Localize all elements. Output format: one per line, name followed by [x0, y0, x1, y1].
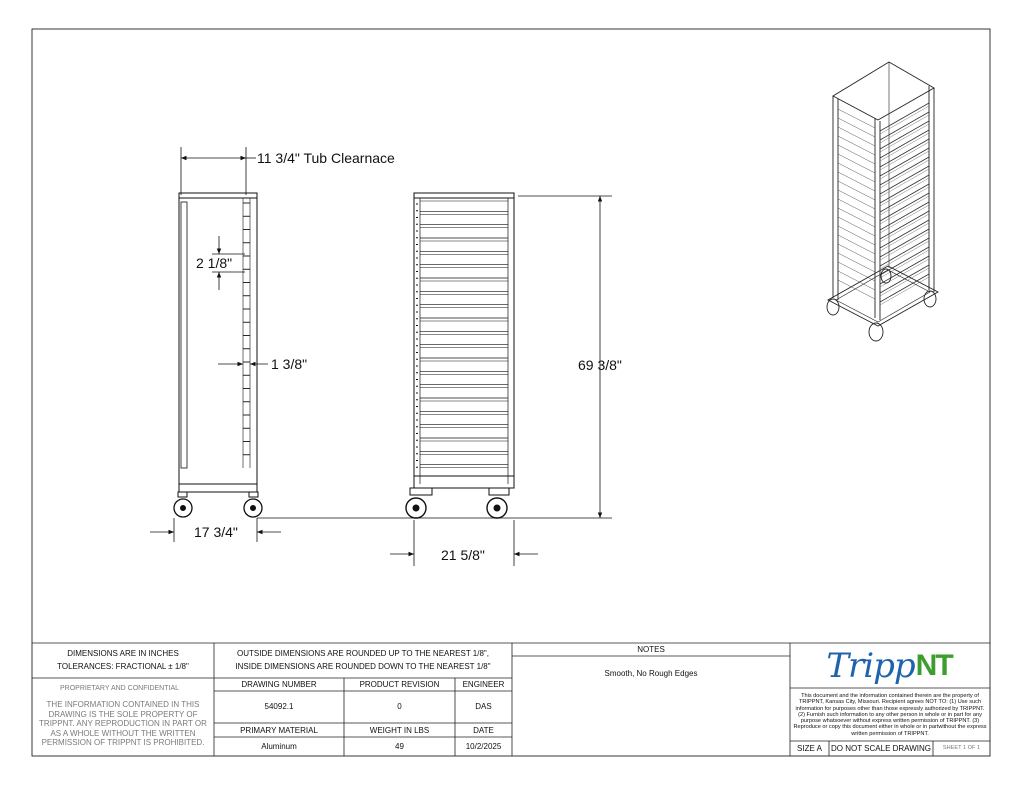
front-view-base-frame	[414, 476, 514, 488]
iso-rail	[880, 241, 929, 269]
iso-rail	[880, 229, 929, 257]
iso-rail	[838, 226, 875, 245]
side-view-caster-hub	[181, 506, 186, 511]
tb-drawing-number-label: DRAWING NUMBER	[241, 680, 317, 690]
iso-rail	[880, 130, 929, 158]
iso-top-frame	[833, 62, 934, 120]
iso-rail	[880, 223, 929, 251]
front-view	[406, 193, 514, 518]
tb-primary-material: Aluminum	[261, 741, 297, 751]
iso-caster-wheel	[869, 323, 883, 341]
iso-rail	[880, 112, 929, 140]
tb-product-revision-label: PRODUCT REVISION	[359, 680, 440, 690]
side-view-panel	[181, 202, 187, 468]
iso-rail	[880, 142, 929, 170]
iso-rail	[838, 253, 875, 272]
iso-rail	[838, 217, 875, 236]
iso-rail	[838, 244, 875, 263]
tb-do-not-scale: DO NOT SCALE DRAWING	[830, 743, 931, 753]
iso-rail	[838, 235, 875, 254]
iso-rail	[880, 133, 929, 161]
iso-rail	[880, 238, 929, 266]
tb-size: SIZE A	[797, 743, 822, 753]
isometric-view	[827, 62, 938, 341]
iso-rail	[880, 139, 929, 167]
iso-rail	[838, 280, 875, 299]
iso-rail	[838, 145, 875, 164]
tb-date-label: DATE	[473, 725, 494, 735]
iso-rail	[880, 103, 929, 131]
front-view-caster-hub	[413, 505, 419, 511]
tb-engineer: DAS	[475, 702, 492, 712]
iso-rail	[880, 184, 929, 212]
iso-rail	[880, 274, 929, 302]
callout-height: 69 3/8"	[578, 357, 622, 374]
iso-rail	[838, 190, 875, 209]
tb-proprietary-text: THE INFORMATION CONTAINED IN THIS DRAWING IS THE SOLE PROPERTY OF TRIPPNT. ANY REPRODUCTION IN PART OR AS A WHOLE WITHOUT THE WRITTEN PERMISSION OF TRIPPNT IS PROHIBITED.	[39, 700, 207, 748]
iso-rail	[838, 208, 875, 227]
iso-rail	[880, 169, 929, 197]
iso-rail	[880, 232, 929, 260]
callout-width: 21 5/8"	[441, 547, 485, 564]
trippnt-logo	[790, 644, 988, 688]
iso-rails	[838, 103, 929, 305]
iso-rail	[880, 178, 929, 206]
tb-outside-rounding: OUTSIDE DIMENSIONS ARE ROUNDED UP TO THE NEAREST 1/8",	[237, 648, 489, 658]
iso-rail	[838, 154, 875, 173]
iso-rail	[880, 214, 929, 242]
iso-base-frame-inner	[836, 270, 930, 322]
iso-rail	[838, 109, 875, 128]
iso-rail	[880, 148, 929, 176]
iso-rail	[880, 250, 929, 278]
iso-rail	[880, 211, 929, 239]
front-view-top-cap	[414, 193, 514, 198]
iso-rail	[880, 121, 929, 149]
iso-rail	[880, 247, 929, 275]
iso-rail	[880, 256, 929, 284]
iso-rail	[838, 163, 875, 182]
front-view-caster-hub	[494, 505, 500, 511]
callout-tub-clearance: 11 3/4" Tub Clearnace	[257, 149, 395, 166]
tb-disclaimer: This document and the information contained therein are the property of TRIPPNT, Kansas City, Missouri. Recipient agrees NOT TO: (1) Use such information for purposes other than those expressly authorized by TRIPPNT. (2) Furnish such information to any other person in whole or in part for any purpose whatsoever without express written permission of TRIPPNT. (3) Reproduce or copy this document either in whole or in partwithout the express written permission of TRIPPNT.	[793, 693, 987, 737]
iso-rail	[880, 160, 929, 188]
tb-proprietary-title: PROPRIETARY AND CONFIDENTIAL	[60, 684, 180, 692]
iso-rail	[880, 187, 929, 215]
iso-rail	[838, 199, 875, 218]
iso-rail	[880, 124, 929, 152]
iso-rail	[880, 205, 929, 233]
logo-script-text: Tripp	[826, 646, 915, 686]
front-view-rails	[420, 198, 508, 468]
callout-slide-spacing: 2 1/8"	[196, 255, 233, 272]
iso-rail	[838, 118, 875, 137]
tb-notes-header: NOTES	[637, 645, 665, 655]
tb-tolerances: TOLERANCES: FRACTIONAL ± 1/8"	[57, 661, 189, 671]
iso-rail	[838, 181, 875, 200]
iso-rail	[838, 172, 875, 191]
iso-rail	[880, 193, 929, 221]
tb-weight-label: WEIGHT IN LBS	[369, 725, 430, 735]
iso-caster-wheel	[827, 299, 839, 315]
iso-rail	[880, 115, 929, 143]
iso-rail	[880, 202, 929, 230]
front-view-brake-caster-bracket	[410, 488, 432, 495]
iso-rail	[880, 106, 929, 134]
logo-nt-text: NT	[915, 649, 952, 682]
front-view-post-holes	[416, 204, 418, 467]
tb-weight: 49	[395, 741, 404, 751]
iso-base-frame	[828, 266, 938, 326]
tb-inside-rounding: INSIDE DIMENSIONS ARE ROUNDED DOWN TO THE NEAREST 1/8"	[235, 661, 491, 671]
side-view-rails	[243, 203, 250, 455]
side-view-caster-bracket	[249, 492, 258, 497]
side-view	[174, 193, 262, 517]
callout-depth: 17 3/4"	[194, 524, 238, 541]
iso-rail	[880, 166, 929, 194]
tb-engineer-label: ENGINEER	[462, 680, 505, 690]
iso-rail	[838, 136, 875, 155]
iso-rail	[880, 175, 929, 203]
iso-rail	[880, 220, 929, 248]
side-view-caster-hub	[251, 506, 256, 511]
callout-ledge-depth: 1 3/8"	[271, 356, 308, 373]
tb-product-revision: 0	[397, 702, 402, 712]
tb-primary-material-label: PRIMARY MATERIAL	[240, 725, 318, 735]
iso-rail	[838, 127, 875, 146]
tb-dimensions-in-inches: DIMENSIONS ARE IN INCHES	[67, 648, 179, 658]
tb-date: 10/2/2025	[465, 741, 502, 751]
tb-notes-text: Smooth, No Rough Edges	[604, 669, 698, 679]
iso-rail	[880, 268, 929, 296]
side-view-base-frame	[179, 484, 257, 492]
side-view-top-cap	[179, 193, 257, 198]
iso-rail	[880, 196, 929, 224]
front-view-caster-bracket	[489, 488, 509, 495]
iso-rail	[880, 157, 929, 185]
tb-drawing-number: 54092.1	[264, 702, 294, 712]
iso-rail	[880, 151, 929, 179]
side-view-caster-bracket	[178, 492, 187, 497]
side-view-dimensions	[150, 147, 612, 542]
tb-sheet: SHEET 1 OF 1	[942, 745, 981, 752]
iso-rail	[838, 262, 875, 281]
